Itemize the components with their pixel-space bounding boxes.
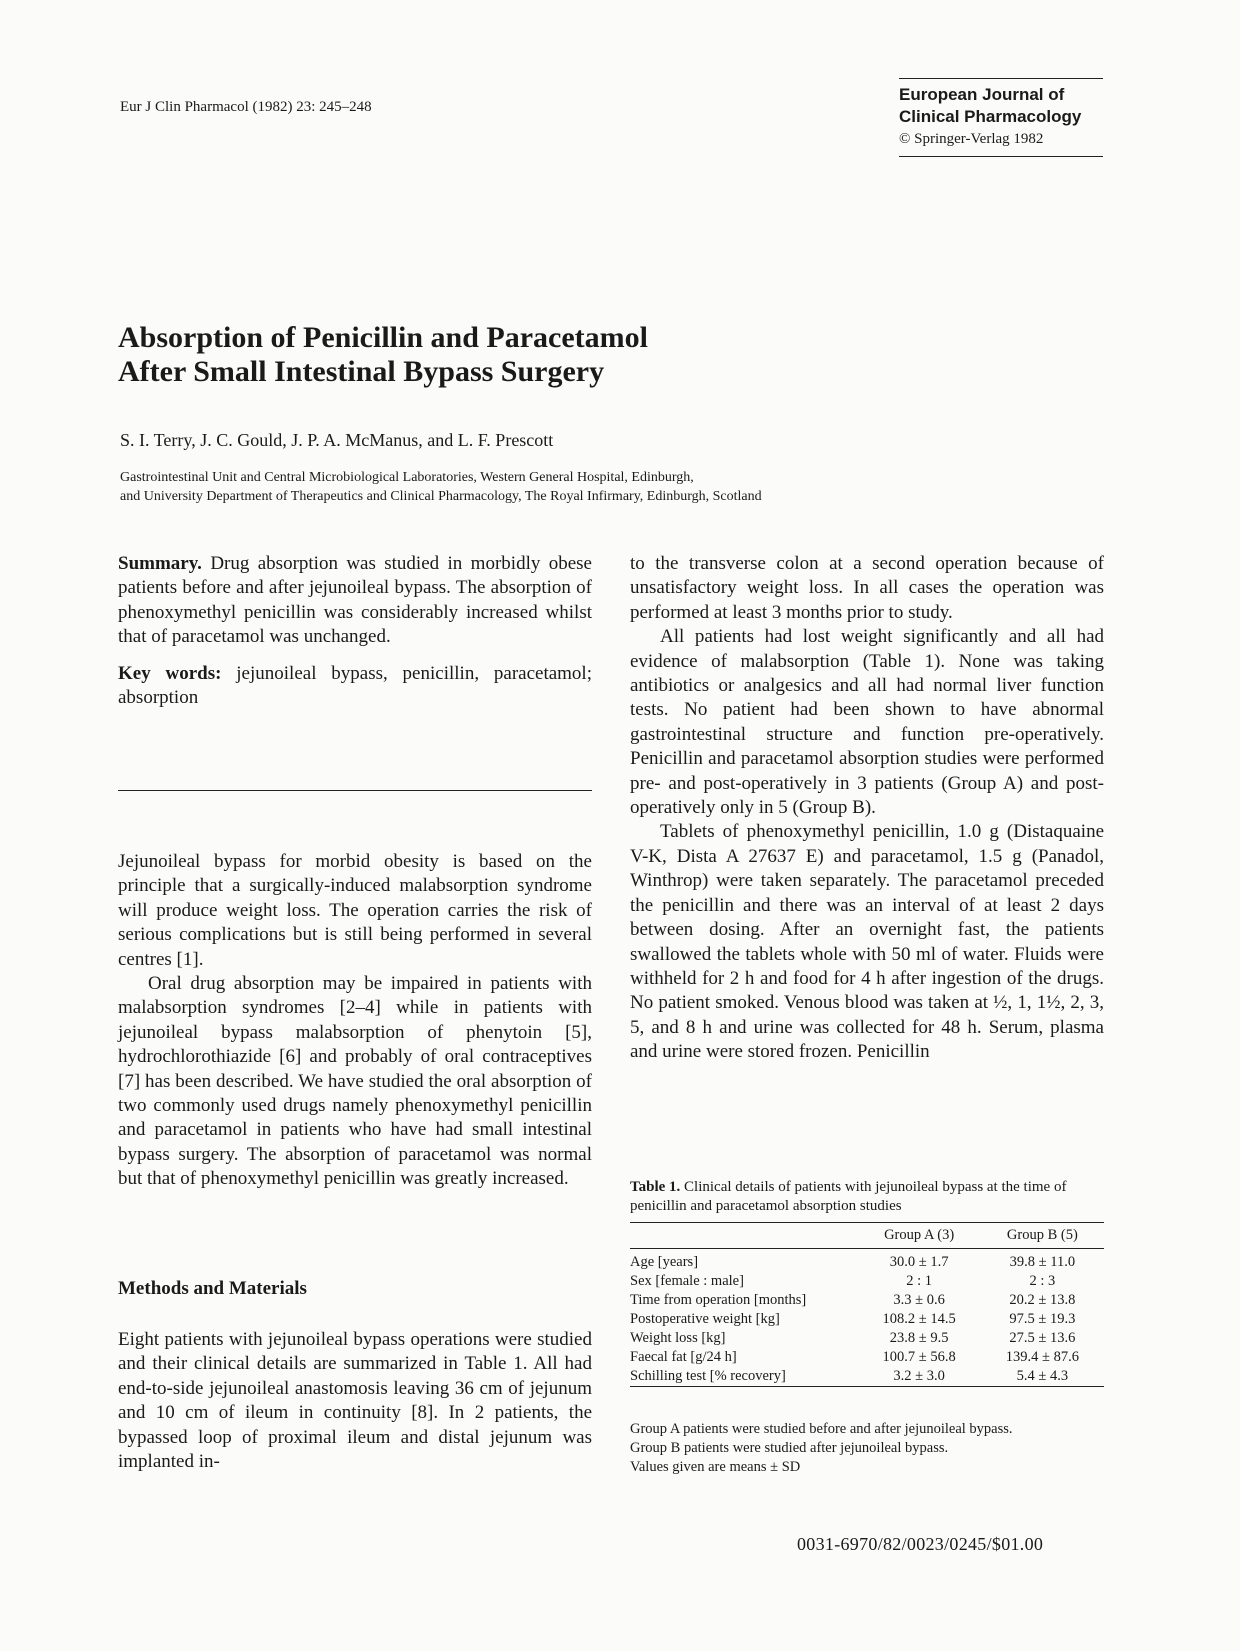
- methods-paragraph-1: Eight patients with jejunoileal bypass operations were studied and their clinical details are summarized in Table 1. All had end-to-side jejunoileal anastomosis leaving 36 cm of jejunum and 10 cm of ileum in continuity [8]. In 2 patients, the bypassed loop of proximal ileum and distal jejunum was implanted in-: [118, 1329, 592, 1473]
- intro-paragraph-1: Jejunoileal bypass for morbid obesity is based on the principle that a surgically-induced malabsorption syndrome will produce weight loss. The operation carries the risk of serious complications but is still being performed in several centres [1].: [118, 851, 592, 970]
- table-header-cell: [630, 1223, 858, 1249]
- table-row: [630, 1348, 1104, 1367]
- group-b-value: 20.2 ± 13.8: [1009, 1292, 1076, 1308]
- keywords-label: Key words:: [118, 662, 222, 684]
- table-footnote-2: Group B patients were studied after jejunoileal bypass.: [630, 1440, 949, 1456]
- table-row: [630, 1310, 1104, 1329]
- row-label: Schilling test [% recovery]: [630, 1368, 786, 1384]
- author-list: S. I. Terry, J. C. Gould, J. P. A. McManus, and L. F. Prescott: [120, 430, 554, 450]
- table-row: [630, 1272, 1104, 1291]
- methods-paragraph-3: All patients had lost weight significantly and all had evidence of malabsorption (Table 1). None was taking antibiotics or analgesics and all had normal liver function tests. No patient had been shown to have abnormal gastrointestinal structure and function pre-operatively. Penicillin and paracetamol absorption studies were performed pre- and post-operatively in 3 patients (Group A) and post-operatively only in 5 (Group B).: [630, 626, 1104, 819]
- abstract-block: [118, 552, 592, 710]
- table-1-caption-text: Clinical details of patients with jejunoileal bypass at the time of penicillin and paracetamol absorption studies: [630, 1179, 1067, 1214]
- group-a-value: 100.7 ± 56.8: [882, 1349, 956, 1365]
- row-label: Age [years]: [630, 1254, 699, 1270]
- row-label: Postoperative weight [kg]: [630, 1311, 780, 1327]
- methods-paragraph-2: to the transverse colon at a second operation because of unsatisfactory weight loss. In all cases the operation was performed at least 3 months prior to study.: [630, 553, 1104, 623]
- copyright-line: © Springer-Verlag 1982: [899, 131, 1044, 147]
- journal-citation: Eur J Clin Pharmacol (1982) 23: 245–248: [120, 99, 372, 115]
- table-1-footnotes: [630, 1420, 1104, 1477]
- summary-label: Summary.: [118, 553, 202, 574]
- methods-paragraph-4: Tablets of phenoxymethyl penicillin, 1.0 g (Distaquaine V-K, Dista A 27637 E) and paracetamol, 1.5 g (Panadol, Winthrop) were taken separately. The paracetamol preceded the penicillin and there was an interval of at least 2 days between dosing. After an overnight fast, the patients swallowed the tablets whole with 50 ml of water. Fluids were withheld for 2 h and food for 4 h after ingestion of the drugs. No patient smoked. Venous blood was taken at ½, 1, 1½, 2, 3, 5, and 8 h and urine was collected for 48 h. Serum, plasma and urine were stored frozen. Penicillin: [630, 821, 1104, 1063]
- table-1-label: Table 1.: [630, 1179, 681, 1195]
- article-title: [118, 321, 648, 389]
- masthead-top-rule: [899, 78, 1103, 79]
- row-label: Sex [female : male]: [630, 1273, 744, 1289]
- table-row: [630, 1291, 1104, 1310]
- table-header-row: [630, 1223, 1104, 1249]
- group-a-value: 23.8 ± 9.5: [889, 1330, 949, 1346]
- abstract-divider: [118, 790, 592, 791]
- keywords-paragraph: [118, 662, 592, 711]
- table-header-cell: Group B (5): [1006, 1227, 1078, 1243]
- group-a-value: 3.2 ± 3.0: [893, 1368, 945, 1384]
- article-code: 0031-6970/82/0023/0245/$01.00: [797, 1534, 1044, 1554]
- group-b-value: 2 : 3: [1029, 1273, 1056, 1289]
- intro-paragraph-2: Oral drug absorption may be impaired in patients with malabsorption syndromes [2–4] while in patients with jejunoileal bypass malabsorption of phenytoin [5], hydrochlorothiazide [6] and probably of oral contraceptives [7] has been described. We have studied the oral absorption of two commonly used drugs namely phenoxymethyl penicillin and paracetamol in patients who have had small intestinal bypass surgery. The absorption of paracetamol was normal but that of phenoxymethyl penicillin was greatly increased.: [118, 973, 592, 1190]
- row-label: Time from operation [months]: [630, 1292, 807, 1308]
- title-line-1: Absorption of Penicillin and Paracetamol: [118, 321, 648, 354]
- introduction-block: [118, 850, 592, 1192]
- journal-name-line1: European Journal of: [899, 85, 1065, 104]
- group-a-value: 2 : 1: [906, 1273, 933, 1289]
- group-b-value: 97.5 ± 19.3: [1009, 1311, 1076, 1327]
- table-footnote-3: Values given are means ± SD: [630, 1459, 801, 1475]
- title-line-2: After Small Intestinal Bypass Surgery: [118, 355, 605, 388]
- keywords-text: jejunoileal bypass, penicillin, paracetamol; absorption: [118, 662, 592, 709]
- affiliation-line-1: Gastrointestinal Unit and Central Microbiological Laboratories, Western General Hospital, Edinburgh,: [120, 470, 694, 485]
- summary-paragraph: [118, 552, 592, 650]
- affiliations: [120, 468, 762, 506]
- right-column-text: [630, 552, 1104, 1065]
- group-b-value: 139.4 ± 87.6: [1005, 1349, 1079, 1365]
- group-b-value: 5.4 ± 4.3: [1016, 1368, 1069, 1384]
- table-row: [630, 1367, 1104, 1387]
- summary-text: Drug absorption was studied in morbidly obese patients before and after jejunoileal bypass. The absorption of phenoxymethyl penicillin was considerably increased whilst that of paracetamol was unchanged.: [118, 553, 592, 648]
- table-row: [630, 1253, 1104, 1272]
- table-1-grid: [630, 1222, 1104, 1387]
- table-row: [630, 1329, 1104, 1348]
- section-heading-methods: Methods and Materials: [118, 1278, 307, 1299]
- group-a-value: 3.3 ± 0.6: [893, 1292, 945, 1308]
- group-b-value: 27.5 ± 13.6: [1009, 1330, 1076, 1346]
- table-footnote-1: Group A patients were studied before and after jejunoileal bypass.: [630, 1421, 1013, 1437]
- masthead-bottom-rule: [899, 156, 1103, 157]
- table-1-caption: [630, 1178, 1104, 1216]
- row-label: Weight loss [kg]: [630, 1330, 726, 1346]
- group-b-value: 39.8 ± 11.0: [1009, 1254, 1076, 1270]
- methods-block: [118, 1328, 592, 1474]
- table-header-cell: Group A (3): [884, 1227, 955, 1243]
- group-a-value: 108.2 ± 14.5: [882, 1311, 956, 1327]
- journal-name-line2: Clinical Pharmacology: [899, 107, 1082, 126]
- row-label: Faecal fat [g/24 h]: [630, 1349, 737, 1365]
- journal-masthead: [899, 78, 1103, 157]
- group-a-value: 30.0 ± 1.7: [889, 1254, 949, 1270]
- table-1: [630, 1222, 1104, 1387]
- affiliation-line-2: and University Department of Therapeutics and Clinical Pharmacology, The Royal Infirmary, Edinburgh, Scotland: [120, 489, 762, 504]
